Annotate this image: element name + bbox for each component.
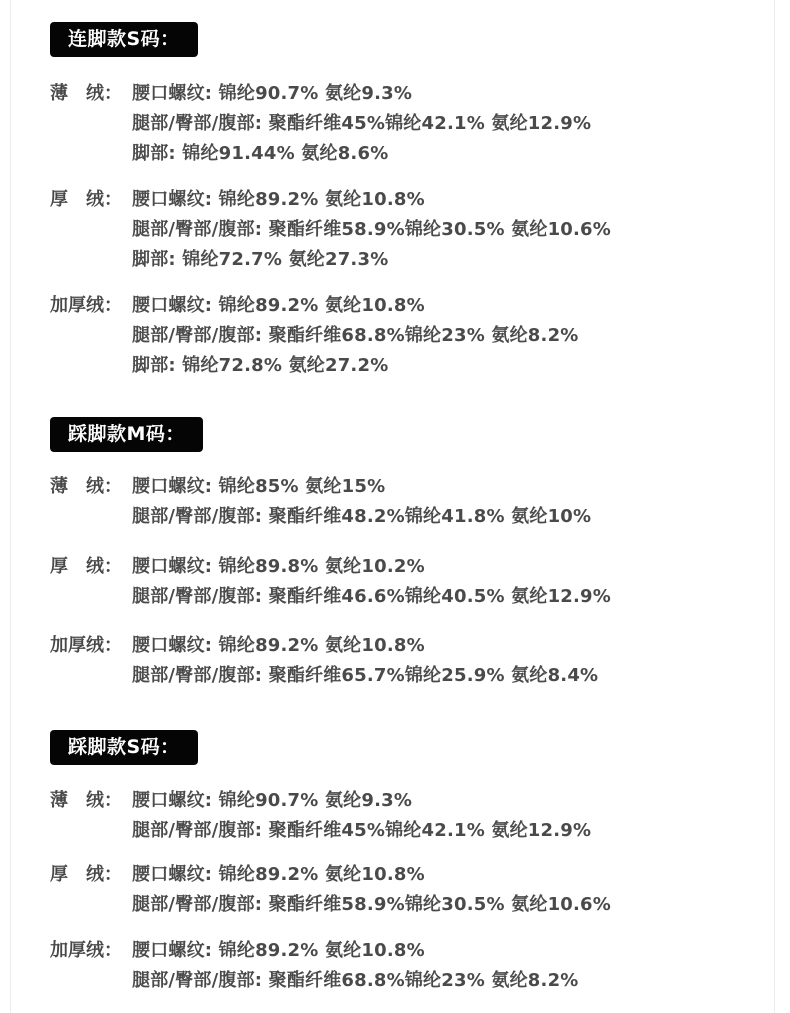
- composition-line: 腿部/臀部/腹部: 聚酯纤维68.8%锦纶23% 氨纶8.2%: [132, 970, 579, 991]
- composition-line: 脚部: 锦纶72.7% 氨纶27.3%: [132, 249, 389, 270]
- composition-line: 腰口螺纹: 锦纶89.8% 氨纶10.2%: [132, 556, 425, 577]
- composition-line: 腿部/臀部/腹部: 聚酯纤维48.2%锦纶41.8% 氨纶10%: [132, 506, 592, 527]
- fabric-label: 加厚绒：: [50, 295, 122, 316]
- fabric-label: 厚 绒：: [50, 556, 122, 577]
- composition-line: 腿部/臀部/腹部: 聚酯纤维68.8%锦纶23% 氨纶8.2%: [132, 325, 579, 346]
- composition-line: 腰口螺纹: 锦纶89.2% 氨纶10.8%: [132, 635, 425, 656]
- composition-line: 腰口螺纹: 锦纶90.7% 氨纶9.3%: [132, 790, 413, 811]
- composition-line: 腿部/臀部/腹部: 聚酯纤维45%锦纶42.1% 氨纶12.9%: [132, 820, 592, 841]
- composition-line: 腰口螺纹: 锦纶90.7% 氨纶9.3%: [132, 83, 413, 104]
- section-tag: 连脚款S码：: [50, 22, 198, 57]
- composition-line: 脚部: 锦纶72.8% 氨纶27.2%: [132, 355, 389, 376]
- fabric-label: 厚 绒：: [50, 189, 122, 210]
- fabric-label: 加厚绒：: [50, 635, 122, 656]
- composition-line: 腰口螺纹: 锦纶89.2% 氨纶10.8%: [132, 940, 425, 961]
- section-tag: 踩脚款S码：: [50, 730, 198, 765]
- composition-line: 腰口螺纹: 锦纶89.2% 氨纶10.8%: [132, 295, 425, 316]
- fabric-label: 厚 绒：: [50, 864, 122, 885]
- fabric-label: 薄 绒：: [50, 83, 122, 104]
- composition-line: 腰口螺纹: 锦纶89.2% 氨纶10.8%: [132, 189, 425, 210]
- composition-line: 腰口螺纹: 锦纶89.2% 氨纶10.8%: [132, 864, 425, 885]
- composition-line: 脚部: 锦纶91.44% 氨纶8.6%: [132, 143, 389, 164]
- fabric-label: 薄 绒：: [50, 476, 122, 497]
- composition-line: 腿部/臀部/腹部: 聚酯纤维58.9%锦纶30.5% 氨纶10.6%: [132, 894, 612, 915]
- composition-line: 腿部/臀部/腹部: 聚酯纤维65.7%锦纶25.9% 氨纶8.4%: [132, 665, 599, 686]
- composition-line: 腿部/臀部/腹部: 聚酯纤维45%锦纶42.1% 氨纶12.9%: [132, 113, 592, 134]
- section-tag: 踩脚款M码：: [50, 417, 203, 452]
- composition-line: 腰口螺纹: 锦纶85% 氨纶15%: [132, 476, 386, 497]
- composition-line: 腿部/臀部/腹部: 聚酯纤维58.9%锦纶30.5% 氨纶10.6%: [132, 219, 612, 240]
- composition-line: 腿部/臀部/腹部: 聚酯纤维46.6%锦纶40.5% 氨纶12.9%: [132, 586, 612, 607]
- fabric-label: 薄 绒：: [50, 790, 122, 811]
- fabric-label: 加厚绒：: [50, 940, 122, 961]
